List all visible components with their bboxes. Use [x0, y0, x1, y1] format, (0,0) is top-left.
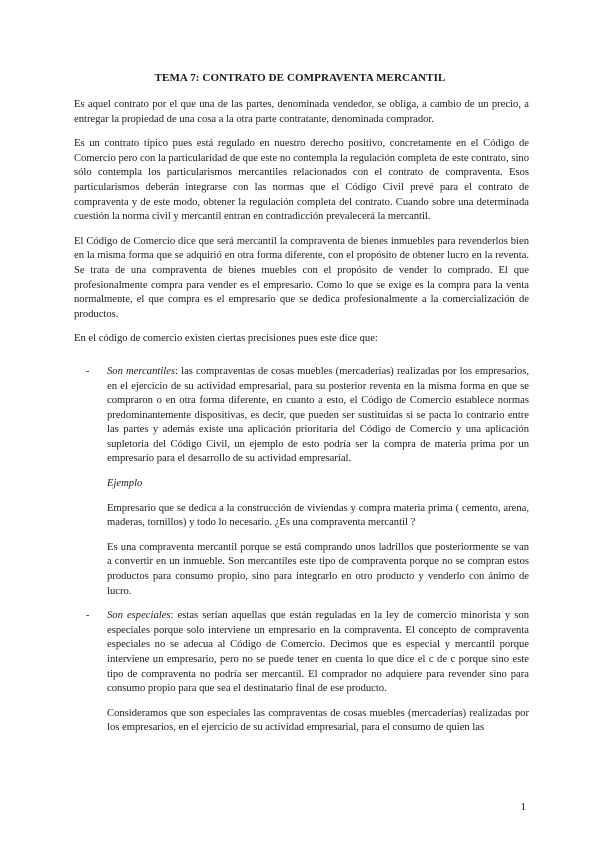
bullet-mercantiles-text — [107, 365, 529, 467]
bullet-term: Son especiales — [107, 610, 171, 622]
bullet-description: : las compraventas de cosas muebles (mercaderías) realizadas por los empresarios, en el ejercicio de su actividad empresarial, para su posterior reventa en la misma forma en que se compraron o en otra forma diferente, en cuanto a esto, el Código de Comercio establece normas predominantemente dispositivas, es decir, que pueden ser sustituidas si se pacta lo contrario entre las partes y además existe una aplicación prioritaria del Código de Comercio y una aplicación supletoria del Código Civil, un ejemplo de esto podría ser la compra de materia prima por un empresario para el desarrollo de su actividad empresarial. — [107, 365, 529, 465]
example-label: Ejemplo — [107, 478, 143, 490]
document-title: TEMA 7: CONTRATO DE COMPRAVENTA MERCANTIL — [154, 72, 446, 84]
paragraph-typical-contract: Es un contrato típico pues está regulado en nuestro derecho positivo, concretamente en el Código de Comercio pero con la particularidad de que este no contempla la regulación completa de este contrato, sino sólo contempla los particularismos mercantiles relacionados con el contrato de compraventa. Esos particularismos deberán integrarse con las normas que el Código Civil prevé para el contrato de compraventa y de este modo, obtener la regulación completa del contrato. Cuando sobre una determinada cuestión la norma civil y mercantil entran en contradicción prevalecerá la mercantil. — [74, 138, 529, 223]
bullet-especiales-extra: Consideramos que son especiales las compraventas de cosas muebles (mercaderías) realizadas por los empresarios, en el ejercicio de su actividad empresarial, para el consumo de quien las — [107, 707, 529, 734]
bullet-description: : estas serían aquellas que están reguladas en la ley de comercio minorista y son especiales porque solo interviene un empresario en la compraventa. El concepto de compraventa especiales no se adecua al Código de Comercio. Decimos que es especial y mercantil porque interviene un empresario, pero no se puede tener en cuenta lo que dice el c de c porque sino este tipo de compraventa no podría ser mercantil. El comprador no adquiere para revender sino para consumo propio para que sea el destinatario final de ese producto. — [107, 610, 529, 695]
bullet-item-mercantiles — [74, 365, 529, 599]
paragraph-commerce-code: El Código de Comercio dice que será mercantil la compraventa de bienes inmuebles para revenderlos bien en la misma forma que se adquirió en otra forma diferente, con el propósito de obtener lucro en la reventa. Se trata de una compraventa de bienes muebles con el propósito de vender lo comprado. El que profesionalmente compra para vender es el empresario. Como lo que se exige es la compra para la venta normalmente, el que compra es el empresario que se dedica profesionalmente a la comercialización de productos. — [74, 235, 529, 320]
example-question: Empresario que se dedica a la construcción de viviendas y compra materia prima ( cemento, arena, maderas, tornillos) y todo lo necesario. ¿Es una compraventa mercantil ? — [107, 502, 529, 529]
page-number: 1 — [520, 801, 526, 813]
bullet-item-especiales — [74, 609, 529, 736]
paragraph-definition: Es aquel contrato por el que una de las partes, denominada vendedor, se obliga, a cambio de un precio, a entregar la propiedad de una cosa a la otra parte contratante, denominada comprador. — [74, 99, 529, 125]
bullet-dash: - — [86, 610, 90, 622]
document-body — [74, 98, 529, 746]
bullet-term: Son mercantiles — [107, 365, 176, 377]
paragraph-precisions-intro: En el código de comercio existen ciertas precisiones pues este dice que: — [74, 333, 378, 345]
example-answer: Es una compraventa mercantil porque se está comprando unos ladrillos que posteriormente se van a convertir en un inmueble. Son mercantiles este tipo de compraventa porque no se compran estos productos para consumo propio, sino para integrarlo en otro producto y venderlo con ánimo de lucro. — [107, 541, 529, 597]
bullet-dash: - — [86, 365, 90, 377]
bullet-especiales-text — [107, 609, 529, 697]
